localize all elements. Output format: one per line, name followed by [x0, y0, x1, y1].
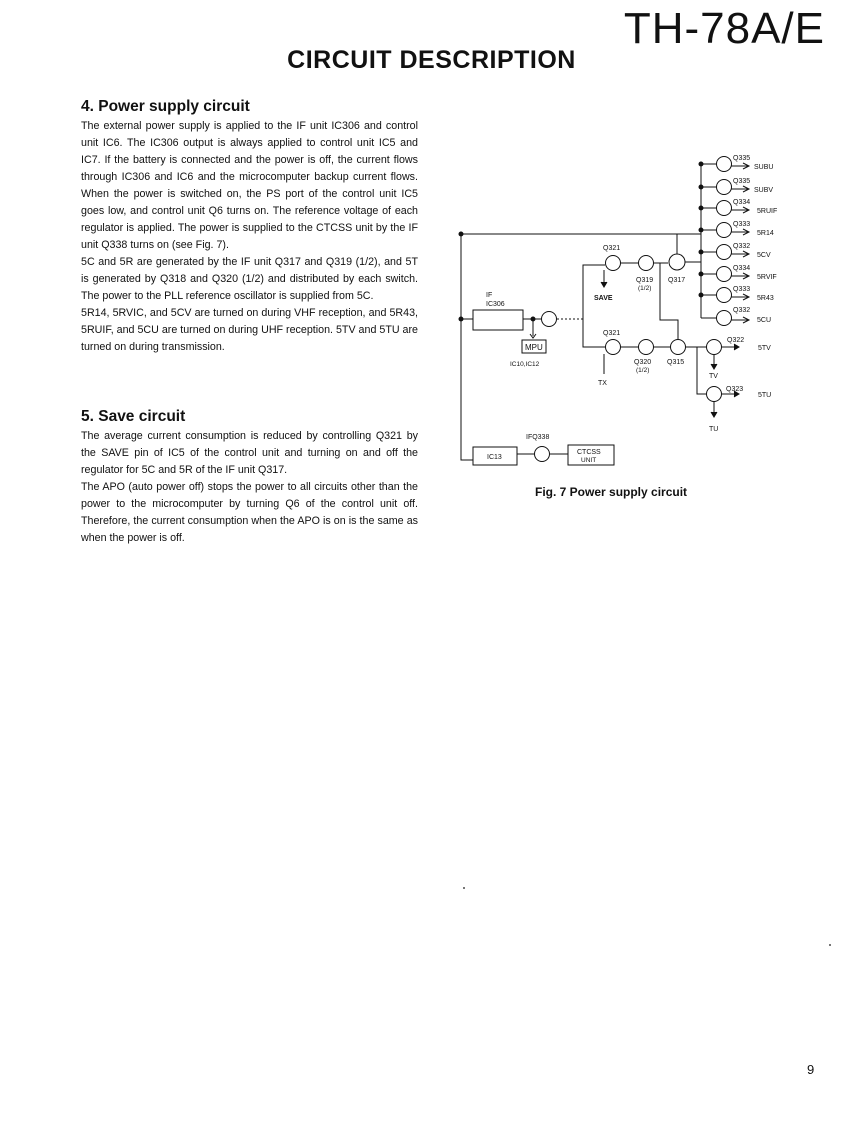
arrow-head — [734, 344, 739, 350]
label-ic10-ic12: IC10,IC12 — [510, 361, 540, 368]
arrow — [731, 294, 749, 300]
section-heading-power-supply: 4. Power supply circuit — [81, 98, 250, 115]
regulator-q-label: Q332 — [733, 307, 751, 314]
regulator-output-label: 5RVIF — [757, 274, 777, 281]
page-number: 9 — [807, 1062, 815, 1077]
label-5tu: 5TU — [758, 392, 772, 399]
regulator-q-label: Q332 — [733, 243, 751, 250]
wire — [697, 347, 706, 394]
model-number: TH-78A/E — [623, 4, 825, 53]
label-ctcss: CTCSS — [577, 449, 601, 456]
label-q319: Q319 — [636, 277, 654, 284]
q320-symbol — [639, 340, 654, 355]
q319-symbol — [639, 256, 654, 271]
wire — [583, 265, 605, 319]
label-q323: Q323 — [726, 386, 744, 393]
regulator-output-label: SUBU — [754, 164, 774, 171]
q321-lower-symbol — [606, 340, 621, 355]
arrow — [731, 229, 749, 235]
label-ifq338: IFQ338 — [526, 434, 550, 441]
junction-dot — [699, 206, 703, 210]
junction-dot — [699, 185, 703, 189]
label-ic13: IC13 — [487, 454, 502, 461]
label-q319-half: (1/2) — [638, 285, 652, 292]
label-ic306: IC306 — [486, 301, 505, 308]
regulator-q-label: Q335 — [733, 178, 751, 185]
regulator-symbol — [717, 311, 732, 326]
regulator-symbol — [717, 201, 732, 216]
label-q322: Q322 — [727, 337, 745, 344]
arrow — [731, 163, 749, 169]
regulator-q-label: Q333 — [733, 286, 751, 293]
regulator-output-label: SUBV — [754, 187, 774, 194]
junction-dot — [699, 162, 703, 166]
paragraph: The APO (auto power off) stops the power to all circuits other than the power to the microcomputer by turning Q6 of the control unit off. Therefore, the current consumption when the APO is on is the same as when the power is off. — [81, 481, 418, 544]
label-if: IF — [486, 292, 493, 299]
arrow — [731, 251, 749, 257]
q322-symbol — [707, 340, 722, 355]
q321-upper-symbol — [606, 256, 621, 271]
junction-dot — [699, 293, 703, 297]
page-title: CIRCUIT DESCRIPTION — [287, 46, 576, 74]
section-heading-save: 5. Save circuit — [81, 408, 186, 425]
arrow — [731, 273, 749, 279]
scan-speck — [829, 944, 831, 946]
wire-left-rail — [461, 234, 473, 460]
regulator-output-label: 5CV — [757, 252, 771, 259]
label-q315: Q315 — [667, 359, 685, 366]
label-unit: UNIT — [581, 457, 597, 464]
arrow — [731, 207, 749, 213]
q315-symbol — [671, 340, 686, 355]
regulator-symbol — [717, 157, 732, 172]
regulator-q-label: Q334 — [733, 199, 751, 206]
regulator-symbol — [717, 267, 732, 282]
junction-dot — [699, 228, 703, 232]
junction-dot — [699, 250, 703, 254]
label-tx: TX — [598, 380, 607, 387]
q317-symbol — [669, 254, 685, 270]
paragraph: The external power supply is applied to the IF unit IC306 and control unit IC6. The IC306 output is always applied to control unit IC5 and IC7. If the battery is connected and the power is off, the current flows through IC306 and IC6 and the microcomputer backup current flows. When the power is switched on, the PS port of the control unit IC5 goes low, and control unit Q6 turns on. The reference voltage of each regulator is applied. The power is supplied to the CTCSS unit by the IF unit Q338 turns on (see Fig. 7). — [81, 120, 418, 251]
regulator-q-label: Q335 — [733, 155, 751, 162]
regulator-output-label: 5CU — [757, 317, 772, 324]
arrow-head — [601, 282, 607, 287]
label-q321-upper: Q321 — [603, 245, 621, 252]
regulator-output-label: 5R43 — [757, 295, 774, 302]
label-q320: Q320 — [634, 359, 652, 366]
label-q317: Q317 — [668, 277, 686, 284]
label-q321-lower: Q321 — [603, 330, 621, 337]
label-tu: TU — [709, 426, 719, 433]
label-5tv: 5TV — [758, 345, 771, 352]
regulator-symbol — [717, 288, 732, 303]
regulator-symbol — [717, 180, 732, 195]
transistor-symbol — [542, 312, 557, 327]
ic306-box — [473, 310, 523, 330]
figure-caption: Fig. 7 Power supply circuit — [535, 485, 688, 499]
arrow-head — [711, 412, 717, 417]
paragraph: The average current consumption is reduced by controlling Q321 by the SAVE pin of IC5 of the control unit and turning on and off the regulator for 5C and 5R of the IF unit Q317. — [81, 430, 418, 476]
regulator-q-label: Q334 — [733, 265, 751, 272]
paragraph: 5C and 5R are generated by the IF unit Q317 and Q319 (1/2), and 5T is generated by Q318 and Q320 (1/2) and distributed by each switch. The power to the PLL reference oscillator is supplied from 5C. — [81, 256, 418, 302]
arrow — [731, 317, 749, 323]
wire — [660, 263, 678, 339]
label-tv: TV — [709, 373, 718, 380]
wire — [583, 319, 605, 347]
arrow-head — [711, 364, 717, 369]
q338-symbol — [535, 447, 550, 462]
paragraph: 5R14, 5RVIC, and 5CV are turned on during VHF reception, and 5R43, 5RUIF, and 5CU are turned on during UHF reception. 5TV and 5TU are turned on during transmission. — [81, 307, 418, 353]
regulator-symbol — [717, 223, 732, 238]
label-mpu: MPU — [525, 343, 543, 352]
junction-dot — [459, 317, 463, 321]
regulator-output-label: 5R14 — [757, 230, 774, 237]
junction-dot — [699, 272, 703, 276]
regulator-output-label: 5RUIF — [757, 208, 778, 215]
arrow — [731, 186, 749, 192]
junction-dot — [459, 232, 463, 236]
regulator-symbol — [717, 245, 732, 260]
label-q320-half: (1/2) — [636, 367, 650, 374]
scan-speck — [463, 887, 465, 889]
q323-symbol — [707, 387, 722, 402]
regulator-q-label: Q333 — [733, 221, 751, 228]
label-save: SAVE — [594, 295, 613, 302]
